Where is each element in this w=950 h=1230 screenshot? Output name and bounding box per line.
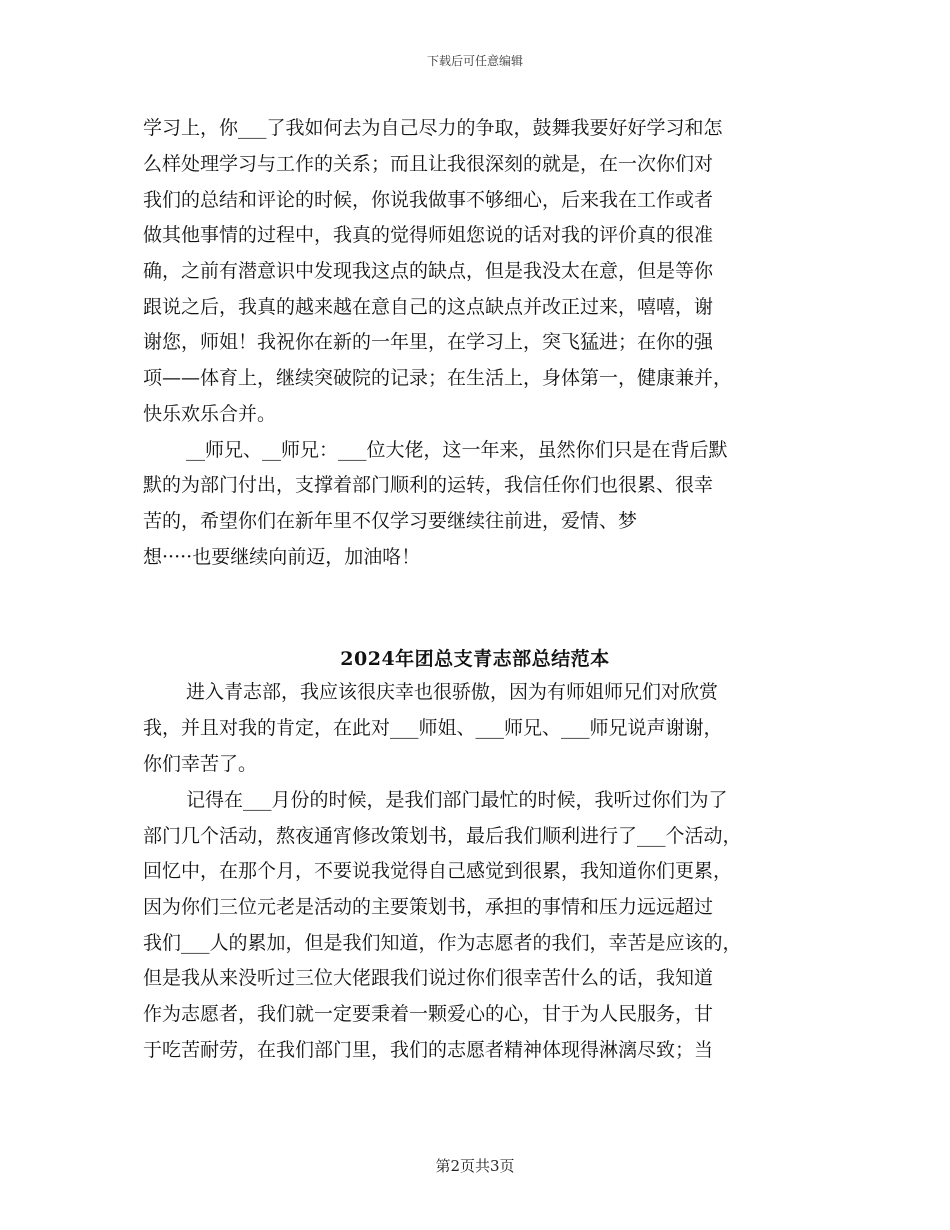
body-line: 你们幸苦了。: [143, 753, 258, 775]
body-line: 学习上，你___了我如何去为自己尽力的争取，鼓舞我要好好学习和怎: [143, 117, 723, 139]
header-note: 下载后可任意编辑: [426, 54, 523, 68]
body-line: 跟说之后，我真的越来越在意自己的这点缺点并改正过来，嘻嘻，谢: [143, 296, 714, 318]
body-line: 我，并且对我的肯定，在此对___师姐、___师兄、___师兄说声谢谢，: [143, 717, 723, 739]
body-line: 做其他事情的过程中，我真的觉得师姐您说的话对我的评价真的很准: [143, 224, 714, 246]
body-line: 部门几个活动，熬夜通宵修改策划书，最后我们顺利进行了___个活动，: [143, 825, 742, 847]
body-line: 作为志愿者，我们就一定要秉着一颗爱心的心，甘于为人民服务，甘: [143, 1003, 714, 1025]
body-line: 想·····也要继续向前迈，加油咯！: [143, 546, 421, 568]
body-line: 么样处理学习与工作的关系；而且让我很深刻的就是，在一次你们对: [143, 153, 714, 175]
body-line: 因为你们三位元老是活动的主要策划书，承担的事情和压力远远超过: [143, 896, 714, 918]
body-line: 快乐欢乐合并。: [143, 403, 277, 425]
body-line: 苦的，希望你们在新年里不仅学习要继续往前进，爱情、梦: [143, 510, 638, 532]
body-line: 我们___人的累加，但是我们知道，作为志愿者的我们，幸苦是应该的，: [143, 932, 742, 954]
body-line: 回忆中，在那个月，不要说我觉得自己感觉到很累，我知道你们更累，: [143, 860, 733, 882]
page-number: 第2页共3页: [435, 1157, 515, 1175]
body-line: 确，之前有潜意识中发现我这点的缺点，但是我没太在意，但是等你: [143, 260, 714, 282]
body-line: 于吃苦耐劳，在我们部门里，我们的志愿者精神体现得淋漓尽致；当: [143, 1039, 714, 1061]
section-title: 2024年团总支青志部总结范本: [340, 648, 610, 670]
body-line: 默的为部门付出，支撑着部门顺利的运转，我信任你们也很累、很幸: [143, 474, 714, 496]
body-line: __师兄、__师兄：___位大佬，这一年来，虽然你们只是在背后默: [186, 439, 728, 461]
body-line: 谢您，师姐！我祝你在新的一年里，在学习上，突飞猛进；在你的强: [143, 331, 714, 353]
body-line: 进入青志部，我应该很庆幸也很骄傲，因为有师姐师兄们对欣赏: [186, 681, 719, 703]
body-line: 项——体育上，继续突破院的记录；在生活上，身体第一，健康兼并，: [143, 367, 733, 389]
body-line: 我们的总结和评论的时候，你说我做事不够细心，后来我在工作或者: [143, 189, 714, 211]
body-line: 但是我从来没听过三位大佬跟我们说过你们很幸苦什么的话，我知道: [143, 967, 714, 989]
body-line: 记得在___月份的时候，是我们部门最忙的时候，我听过你们为了: [186, 789, 728, 811]
